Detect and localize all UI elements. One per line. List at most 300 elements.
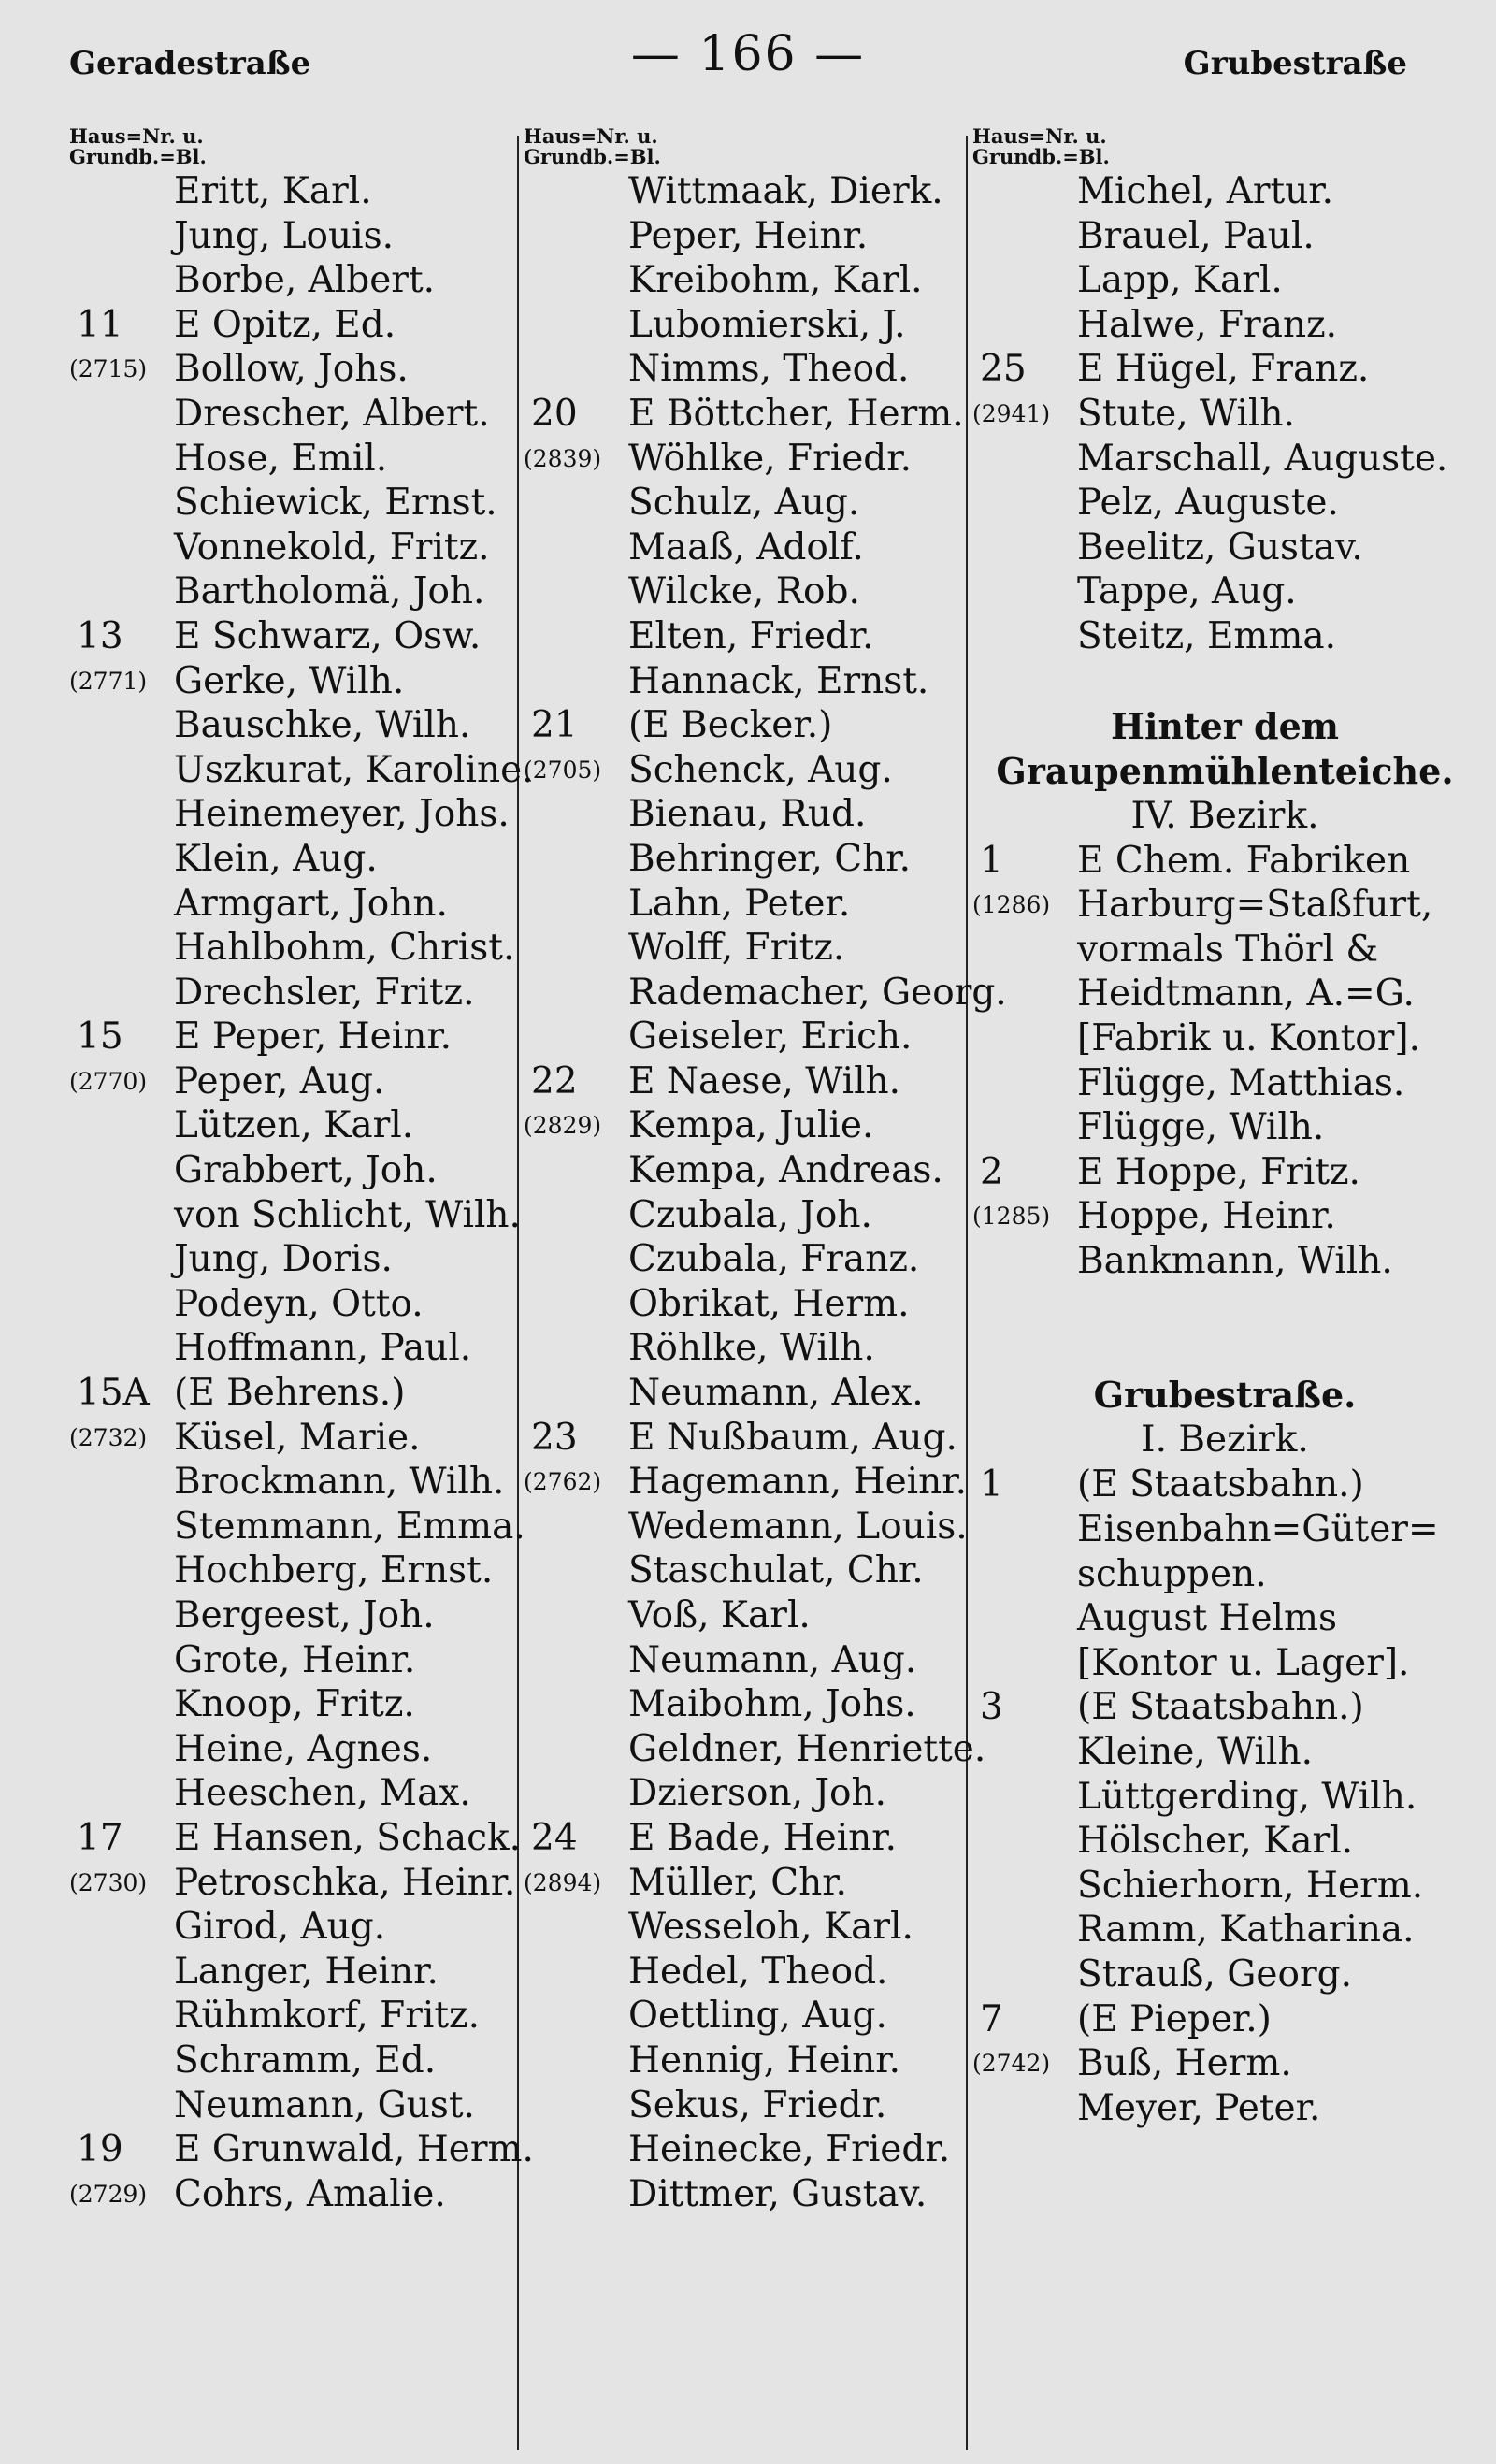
entry-row	[524, 1460, 982, 1505]
resident-name: Bollow, Johs.	[174, 348, 409, 391]
entry-row	[972, 437, 1477, 482]
column-header: Haus=Nr. u. Grundb.=Bl.	[972, 124, 1110, 168]
entry-row	[524, 347, 982, 392]
resident-name: Wesseloh, Karl.	[628, 1906, 913, 1949]
entry-row	[972, 1016, 1477, 1061]
running-head-left: Geradestraße	[69, 45, 311, 82]
entry-row	[972, 1819, 1477, 1864]
resident-name: von Schlicht, Wilh.	[174, 1193, 521, 1236]
resident-name: Hose, Emil.	[174, 437, 388, 480]
entry-row	[972, 614, 1477, 659]
entry-row	[972, 1105, 1477, 1150]
column-3	[972, 126, 1477, 2130]
entry-row	[524, 569, 982, 614]
resident-name: Schierhorn, Herm.	[1077, 1864, 1424, 1907]
entry-row	[524, 303, 982, 348]
resident-name: Dzierson, Joh.	[628, 1772, 887, 1815]
resident-name: Uszkurat, Karoline.	[174, 748, 534, 791]
resident-name: Jung, Louis.	[174, 214, 395, 257]
resident-name: Eisenbahn=Güter=	[1077, 1508, 1439, 1551]
entry-row	[69, 882, 537, 927]
entry-row	[972, 839, 1477, 884]
resident-name: Peper, Heinr.	[628, 214, 869, 257]
entry-row	[69, 837, 537, 882]
resident-name: Jung, Doris.	[174, 1238, 393, 1281]
resident-name: E Nußbaum, Aug.	[628, 1416, 957, 1459]
entry-row	[69, 1593, 537, 1638]
resident-name: Kempa, Julie.	[628, 1104, 874, 1147]
entry-list	[972, 169, 1477, 659]
entry-row	[69, 1416, 537, 1461]
entry-row	[69, 347, 537, 392]
resident-name: Rühmkorf, Fritz.	[174, 1995, 480, 2038]
resident-name: Voß, Karl.	[628, 1594, 811, 1636]
entry-row	[524, 1861, 982, 1906]
entry-row	[69, 214, 537, 259]
entry-list	[972, 839, 1477, 1284]
resident-name: Kleine, Wilh.	[1077, 1731, 1314, 1774]
resident-name: Eritt, Karl.	[174, 170, 372, 212]
entry-row	[524, 1816, 982, 1861]
house-number: 1	[980, 1463, 1003, 1506]
resident-name: E Hansen, Schack.	[174, 1816, 522, 1859]
land-register-number: (2771)	[69, 667, 148, 695]
entry-row	[972, 569, 1477, 614]
resident-name: Bergeest, Joh.	[174, 1594, 435, 1636]
house-number: 24	[531, 1816, 578, 1859]
entry-list	[69, 169, 537, 2216]
resident-name: (E Pieper.)	[1077, 1997, 1272, 2040]
entry-row	[524, 437, 982, 482]
resident-name: Marschall, Auguste.	[1077, 437, 1448, 480]
resident-name: E Chem. Fabriken	[1077, 839, 1411, 882]
entry-row	[524, 481, 982, 526]
entry-row	[972, 303, 1477, 348]
resident-name: E Peper, Heinr.	[174, 1016, 453, 1059]
resident-name: E Opitz, Ed.	[174, 303, 396, 346]
resident-name: E Hügel, Franz.	[1077, 348, 1370, 391]
resident-name: Klein, Aug.	[174, 837, 378, 880]
land-register-number: (1285)	[972, 1203, 1051, 1231]
entry-row	[972, 526, 1477, 570]
entry-row	[69, 1059, 537, 1104]
entry-row	[524, 703, 982, 748]
entry-row	[972, 169, 1477, 214]
resident-name: Langer, Heinr.	[174, 1950, 439, 1993]
entry-row	[524, 1015, 982, 1059]
entry-row	[972, 2086, 1477, 2131]
resident-name: E Böttcher, Herm.	[628, 392, 964, 435]
resident-name: Hochberg, Ernst.	[174, 1549, 494, 1592]
entry-row	[972, 347, 1477, 392]
resident-name: Hennig, Heinr.	[628, 2039, 900, 2082]
column-header: Haus=Nr. u. Grundb.=Bl.	[69, 124, 207, 168]
resident-name: Bienau, Rud.	[628, 793, 867, 836]
resident-name: Buß, Herm.	[1077, 2042, 1292, 2085]
land-register-number: (2770)	[69, 1067, 148, 1095]
resident-name: Bankmann, Wilh.	[1077, 1239, 1393, 1282]
entry-row	[69, 1460, 537, 1505]
entry-row	[524, 1950, 982, 1995]
entry-row	[69, 1816, 537, 1861]
entry-row	[69, 392, 537, 437]
resident-name: Hedel, Theod.	[628, 1950, 888, 1993]
resident-name: Wilcke, Rob.	[628, 570, 860, 613]
house-number: 19	[77, 2128, 123, 2171]
resident-name: Strauß, Georg.	[1077, 1953, 1352, 1996]
district-label: I. Bezirk.	[1141, 1419, 1309, 1462]
resident-name: Girod, Aug.	[174, 1906, 386, 1949]
entry-row	[69, 481, 537, 526]
district-label: IV. Bezirk.	[1130, 794, 1319, 837]
entry-row	[524, 1727, 986, 1772]
resident-name: Rademacher, Georg.	[628, 971, 1007, 1014]
resident-name: Schiewick, Ernst.	[174, 482, 497, 525]
entry-row	[69, 1103, 537, 1148]
resident-name: Harburg=Staßfurt,	[1077, 884, 1433, 927]
entry-row	[524, 2039, 982, 2083]
resident-name: Heinecke, Friedr.	[628, 2128, 951, 2171]
entry-row	[69, 1682, 537, 1727]
resident-name: Schenck, Aug.	[628, 748, 893, 791]
land-register-number: (2829)	[524, 1112, 602, 1140]
land-register-number: (2742)	[972, 2050, 1051, 2078]
entry-row	[524, 1994, 982, 2039]
resident-name: Wittmaak, Dierk.	[628, 170, 943, 212]
entry-row	[524, 169, 982, 214]
land-register-number: (2894)	[524, 1868, 602, 1896]
entry-row	[69, 1638, 537, 1683]
entry-row	[972, 972, 1477, 1016]
entry-row	[69, 1549, 537, 1593]
entry-row	[972, 883, 1477, 928]
entry-row	[972, 1552, 1477, 1597]
resident-name: Tappe, Aug.	[1077, 570, 1297, 613]
resident-name: Michel, Artur.	[1077, 170, 1334, 212]
resident-name: August Helms	[1077, 1597, 1338, 1640]
land-register-number: (1286)	[972, 891, 1051, 919]
resident-name: [Kontor u. Lager].	[1077, 1641, 1410, 1684]
resident-name: vormals Thörl &	[1077, 928, 1379, 971]
resident-name: Neumann, Alex.	[628, 1372, 924, 1415]
land-register-number: (2705)	[524, 756, 602, 784]
resident-name: Kreibohm, Karl.	[628, 259, 923, 302]
resident-name: Czubala, Joh.	[628, 1193, 872, 1236]
resident-name: Kempa, Andreas.	[628, 1149, 943, 1192]
resident-name: Armgart, John.	[174, 882, 448, 925]
entry-row	[972, 1194, 1477, 1239]
entry-row	[972, 1997, 1477, 2042]
resident-name: Drescher, Albert.	[174, 392, 490, 435]
entry-row	[972, 1239, 1477, 1284]
house-number: 13	[77, 614, 123, 657]
entry-row	[524, 971, 1007, 1016]
entry-row	[69, 303, 537, 348]
resident-name: Beelitz, Gustav.	[1077, 526, 1363, 569]
resident-name: Lützen, Karl.	[174, 1104, 414, 1147]
house-number: 21	[531, 704, 578, 747]
entry-row	[524, 214, 982, 259]
entry-row	[524, 1282, 982, 1327]
entry-row	[524, 526, 982, 570]
entry-row	[69, 1371, 537, 1416]
section-title: Graupenmühlenteiche.	[996, 749, 1454, 792]
entry-row	[972, 392, 1477, 437]
entry-row	[69, 258, 537, 303]
resident-name: Wedemann, Louis.	[628, 1505, 968, 1548]
running-head-right: Grubestraße	[1183, 45, 1407, 82]
page-number: — 166 —	[630, 26, 866, 82]
entry-row	[69, 1326, 537, 1371]
resident-name: E Hoppe, Fritz.	[1077, 1150, 1360, 1193]
land-register-number: (2732)	[69, 1423, 148, 1451]
entry-row	[972, 1685, 1477, 1730]
entry-row	[69, 1950, 537, 1995]
resident-name: Geiseler, Erich.	[628, 1016, 913, 1059]
entry-row	[69, 1237, 537, 1282]
entry-row	[972, 481, 1477, 526]
entry-row	[524, 926, 982, 971]
entry-list	[972, 1463, 1477, 2130]
resident-name: Dittmer, Gustav.	[628, 2172, 928, 2215]
resident-name: Lubomierski, J.	[628, 303, 906, 346]
land-register-number: (2729)	[69, 2180, 148, 2208]
resident-name: Flügge, Wilh.	[1077, 1106, 1325, 1149]
resident-name: Gerke, Wilh.	[174, 659, 405, 702]
entry-row	[69, 1015, 537, 1059]
resident-name: Wöhlke, Friedr.	[628, 437, 912, 480]
resident-name: Küsel, Marie.	[174, 1416, 421, 1459]
house-number: 11	[77, 303, 123, 346]
entry-row	[524, 258, 982, 303]
house-number: 15A	[77, 1372, 150, 1415]
column-header: Haus=Nr. u. Grundb.=Bl.	[524, 124, 661, 168]
resident-name: Heidtmann, A.=G.	[1077, 973, 1415, 1016]
resident-name: (E Staatsbahn.)	[1077, 1686, 1364, 1729]
resident-name: Petroschka, Heinr.	[174, 1861, 516, 1904]
entry-row	[524, 2083, 982, 2128]
resident-name: Cohrs, Amalie.	[174, 2172, 446, 2215]
resident-name: Röhlke, Wilh.	[628, 1327, 875, 1370]
section-title: Hinter dem	[1111, 704, 1339, 747]
land-register-number: (2730)	[69, 1868, 148, 1896]
resident-name: E Bade, Heinr.	[628, 1816, 898, 1859]
resident-name: Brockmann, Wilh.	[174, 1461, 505, 1504]
resident-name: Hoffmann, Paul.	[174, 1327, 472, 1370]
entry-row	[69, 2127, 537, 2172]
resident-name: Meyer, Peter.	[1077, 2086, 1321, 2129]
entry-row	[972, 214, 1477, 259]
resident-name: Grabbert, Joh.	[174, 1149, 438, 1192]
resident-name: Stemmann, Emma.	[174, 1505, 525, 1548]
resident-name: Lüttgerding, Wilh.	[1077, 1775, 1417, 1818]
entry-row	[69, 2172, 537, 2217]
resident-name: (E Becker.)	[628, 704, 833, 747]
resident-name: Maaß, Adolf.	[628, 526, 864, 569]
entry-row	[972, 1641, 1477, 1686]
entry-row	[69, 526, 537, 570]
resident-name: Pelz, Auguste.	[1077, 482, 1339, 525]
entry-row	[524, 1326, 982, 1371]
entry-row	[972, 1775, 1477, 1820]
entry-row	[524, 1549, 982, 1593]
house-number: 25	[980, 348, 1027, 391]
resident-name: Peper, Aug.	[174, 1059, 385, 1102]
resident-name: Hannack, Ernst.	[628, 659, 929, 702]
entry-row	[972, 1463, 1477, 1507]
entry-row	[524, 1638, 982, 1683]
resident-name: (E Staatsbahn.)	[1077, 1463, 1364, 1506]
entry-row	[69, 2083, 537, 2128]
resident-name: Bartholomä, Joh.	[174, 570, 485, 613]
house-number: 17	[77, 1816, 123, 1859]
resident-name: Oettling, Aug.	[628, 1995, 887, 2038]
resident-name: Hagemann, Heinr.	[628, 1461, 968, 1504]
entry-row	[69, 614, 537, 659]
entry-row	[524, 1682, 982, 1727]
resident-name: Halwe, Franz.	[1077, 303, 1338, 346]
resident-name: (E Behrens.)	[174, 1372, 406, 1415]
entry-row	[524, 1416, 982, 1461]
entry-row	[972, 928, 1477, 973]
entry-row	[524, 1505, 982, 1549]
resident-name: Müller, Chr.	[628, 1861, 847, 1904]
house-number: 20	[531, 392, 578, 435]
entry-row	[69, 569, 537, 614]
resident-name: Borbe, Albert.	[174, 259, 436, 302]
entry-row	[69, 1505, 537, 1549]
resident-name: Ramm, Katharina.	[1077, 1909, 1415, 1952]
entry-row	[69, 748, 537, 793]
entry-row	[69, 659, 537, 704]
house-number: 23	[531, 1416, 578, 1459]
resident-name: Knoop, Fritz.	[174, 1683, 415, 1726]
resident-name: Stute, Wilh.	[1077, 392, 1295, 435]
entry-row	[972, 1061, 1477, 1106]
land-register-number: (2839)	[524, 444, 602, 472]
resident-name: [Fabrik u. Kontor].	[1077, 1016, 1420, 1059]
entry-row	[524, 837, 982, 882]
entry-row	[69, 1282, 537, 1327]
entry-row	[524, 1103, 982, 1148]
resident-name: E Schwarz, Osw.	[174, 614, 482, 657]
resident-name: Lahn, Peter.	[628, 882, 851, 925]
entry-row	[69, 1771, 537, 1816]
resident-name: Obrikat, Herm.	[628, 1282, 910, 1325]
entry-row	[524, 748, 982, 793]
resident-name: Hölscher, Karl.	[1077, 1820, 1354, 1863]
house-number: 7	[980, 1997, 1003, 2040]
section-title: Grubestraße.	[1093, 1374, 1357, 1417]
entry-row	[972, 1507, 1477, 1552]
house-number: 3	[980, 1686, 1003, 1729]
land-register-number: (2941)	[972, 399, 1051, 427]
entry-row	[69, 926, 537, 971]
entry-row	[972, 1864, 1477, 1909]
house-number: 2	[980, 1150, 1003, 1193]
resident-name: Lapp, Karl.	[1077, 259, 1283, 302]
resident-name: Elten, Friedr.	[628, 614, 874, 657]
entry-row	[972, 1730, 1477, 1775]
entry-row	[524, 1905, 982, 1950]
entry-row	[524, 2172, 982, 2217]
resident-name: Schramm, Ed.	[174, 2039, 437, 2082]
resident-name: Heinemeyer, Johs.	[174, 793, 510, 836]
entry-row	[69, 1193, 537, 1238]
entry-row	[524, 792, 982, 837]
resident-name: Neumann, Aug.	[628, 1638, 917, 1681]
entry-row	[972, 1908, 1477, 1952]
house-number: 15	[77, 1016, 123, 1059]
resident-name: Hahlbohm, Christ.	[174, 927, 515, 970]
entry-row	[69, 1861, 537, 1906]
resident-name: Neumann, Gust.	[174, 2083, 475, 2126]
resident-name: Hoppe, Heinr.	[1077, 1195, 1336, 1238]
resident-name: Heine, Agnes.	[174, 1727, 433, 1770]
resident-name: Flügge, Matthias.	[1077, 1061, 1405, 1104]
entry-row	[972, 1150, 1477, 1195]
entry-row	[69, 703, 537, 748]
entry-row	[524, 1371, 982, 1416]
resident-name: Schulz, Aug.	[628, 482, 860, 525]
entry-row	[524, 1193, 982, 1238]
resident-name: Behringer, Chr.	[628, 837, 912, 880]
resident-name: Staschulat, Chr.	[628, 1549, 924, 1592]
entry-row	[69, 437, 537, 482]
resident-name: Geldner, Henriette.	[628, 1727, 986, 1770]
resident-name: Steitz, Emma.	[1077, 614, 1337, 657]
resident-name: Heeschen, Max.	[174, 1772, 471, 1815]
entry-row	[69, 1148, 537, 1193]
entry-row	[972, 1596, 1477, 1641]
entry-row	[69, 971, 537, 1016]
entry-row	[69, 169, 537, 214]
resident-name: E Naese, Wilh.	[628, 1059, 901, 1102]
resident-name: Vonnekold, Fritz.	[174, 526, 490, 569]
entry-row	[524, 1237, 982, 1282]
resident-name: Podeyn, Otto.	[174, 1282, 424, 1325]
entry-row	[972, 2041, 1477, 2086]
resident-name: Czubala, Franz.	[628, 1238, 920, 1281]
land-register-number: (2715)	[69, 355, 148, 383]
entry-row	[524, 1771, 982, 1816]
entry-row	[524, 1593, 982, 1638]
resident-name: Bauschke, Wilh.	[174, 704, 471, 747]
entry-row	[69, 1727, 537, 1772]
entry-row	[524, 1059, 982, 1104]
land-register-number: (2762)	[524, 1468, 602, 1496]
resident-name: Nimms, Theod.	[628, 348, 910, 391]
resident-name: Grote, Heinr.	[174, 1638, 416, 1681]
entry-row	[69, 2039, 537, 2083]
house-number: 1	[980, 839, 1003, 882]
entry-row	[524, 2127, 982, 2172]
entry-row	[69, 1994, 537, 2039]
entry-row	[972, 1952, 1477, 1997]
resident-name: Drechsler, Fritz.	[174, 971, 475, 1014]
resident-name: Sekus, Friedr.	[628, 2083, 887, 2126]
entry-row	[524, 1148, 982, 1193]
column-1	[69, 126, 537, 2216]
entry-row	[524, 659, 982, 704]
resident-name: Maibohm, Johs.	[628, 1683, 916, 1726]
entry-row	[524, 392, 982, 437]
entry-row	[972, 258, 1477, 303]
house-number: 22	[531, 1059, 578, 1102]
resident-name: Wolff, Fritz.	[628, 927, 845, 970]
entry-row	[524, 882, 982, 927]
entry-row	[69, 792, 537, 837]
